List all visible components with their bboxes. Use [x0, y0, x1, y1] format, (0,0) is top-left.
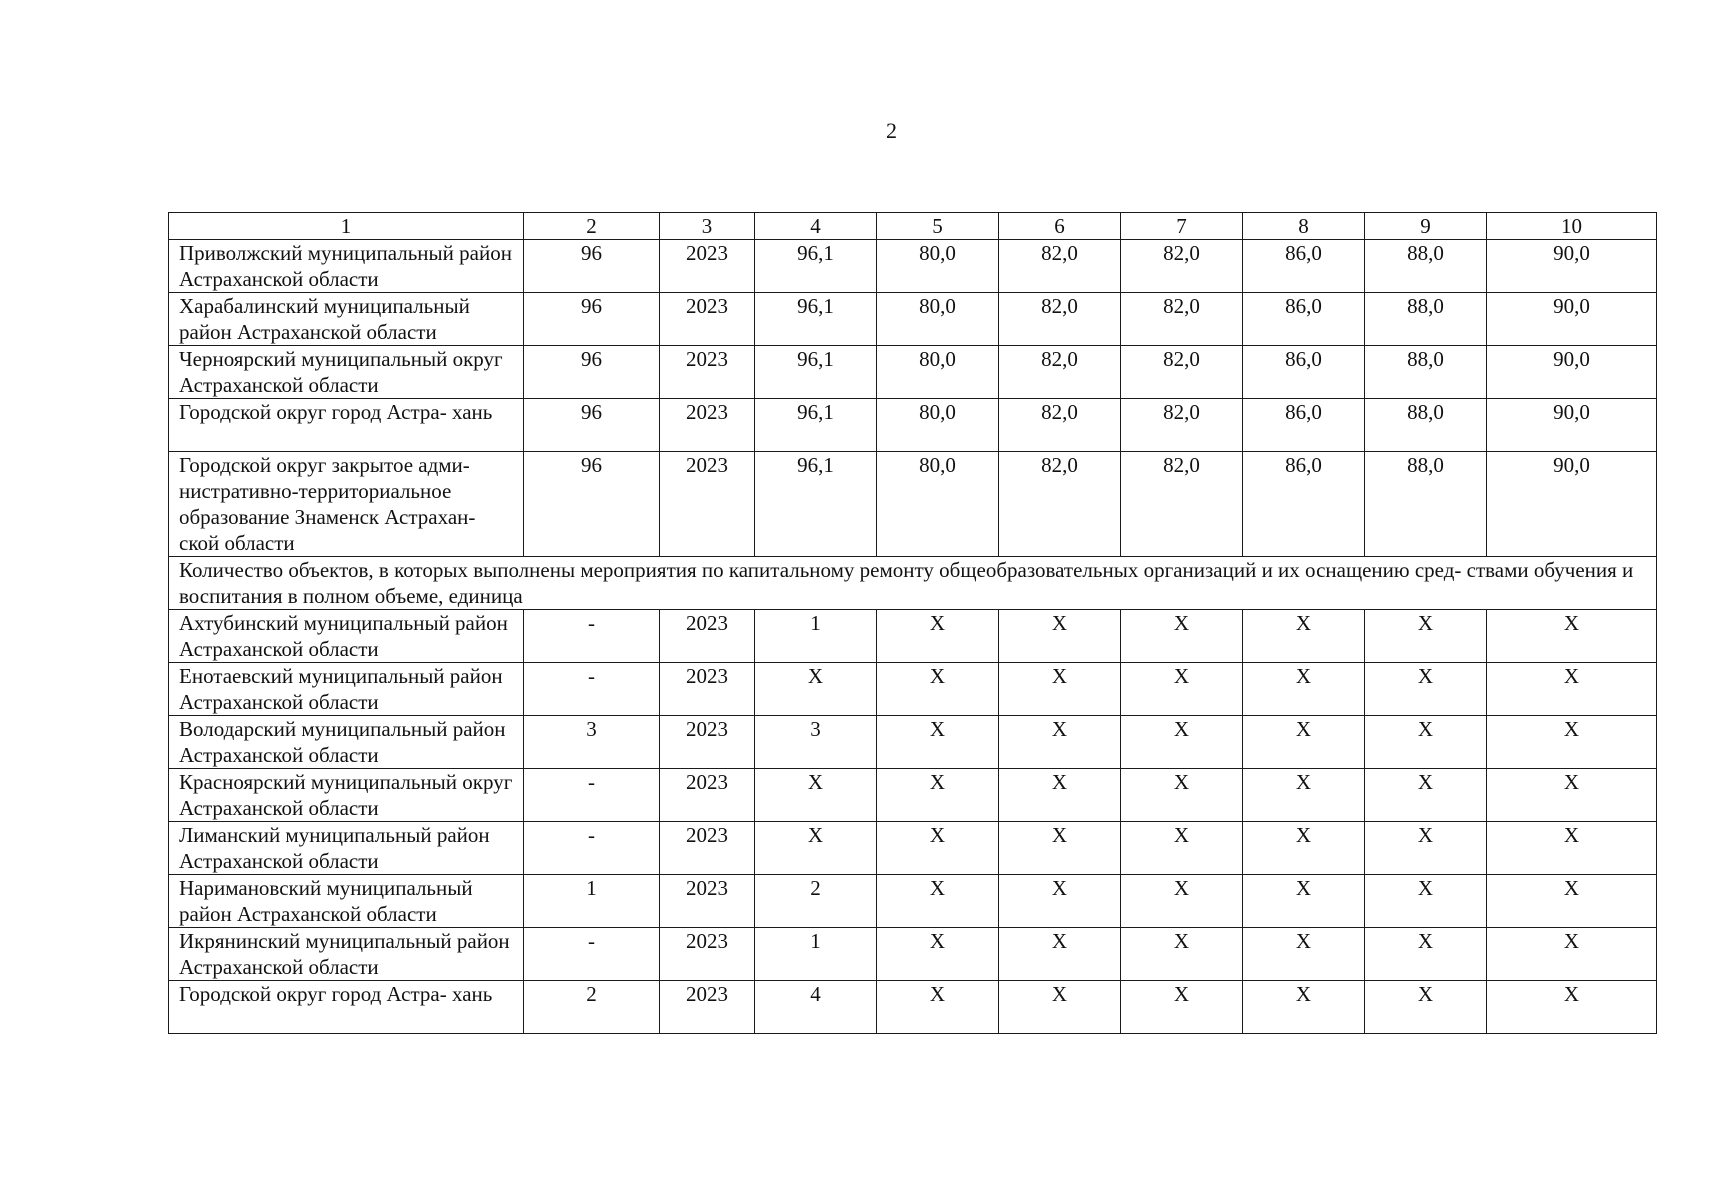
table-cell: X — [1121, 610, 1243, 663]
table-cell: X — [1243, 769, 1365, 822]
table-cell: 2023 — [660, 716, 755, 769]
table-cell: 80,0 — [877, 240, 999, 293]
table-cell: X — [1243, 610, 1365, 663]
table-cell: 96,1 — [755, 452, 877, 557]
table-cell: 2023 — [660, 822, 755, 875]
table-cell: 96,1 — [755, 346, 877, 399]
table-cell: 88,0 — [1365, 293, 1487, 346]
table-row — [169, 399, 1657, 452]
table-cell: X — [1121, 769, 1243, 822]
territory-name: Городской округ город Астра- хань — [169, 981, 524, 1034]
table-cell: X — [999, 928, 1121, 981]
table-cell: X — [1487, 610, 1657, 663]
table-cell: 2023 — [660, 769, 755, 822]
territory-name: Приволжский муниципальный район Астраханской области — [169, 240, 524, 293]
table-cell: X — [1243, 875, 1365, 928]
table-row — [169, 293, 1657, 346]
table-cell: 2023 — [660, 981, 755, 1034]
table-cell: 90,0 — [1487, 240, 1657, 293]
table-cell: X — [877, 769, 999, 822]
table-cell: 80,0 — [877, 346, 999, 399]
table-cell: 82,0 — [1121, 346, 1243, 399]
table-cell: 86,0 — [1243, 399, 1365, 452]
table-cell: X — [1487, 716, 1657, 769]
column-number: 5 — [877, 213, 999, 240]
table-cell: X — [999, 716, 1121, 769]
territory-name: Ахтубинский муниципальный район Астраханской области — [169, 610, 524, 663]
table-cell: 90,0 — [1487, 452, 1657, 557]
table-cell: - — [524, 928, 660, 981]
table-cell: 2023 — [660, 928, 755, 981]
column-number: 7 — [1121, 213, 1243, 240]
table-cell: X — [1121, 822, 1243, 875]
table-cell: X — [999, 663, 1121, 716]
table-cell: X — [877, 663, 999, 716]
column-number: 2 — [524, 213, 660, 240]
table-cell: 90,0 — [1487, 346, 1657, 399]
table-cell: 1 — [524, 875, 660, 928]
table-cell: 88,0 — [1365, 346, 1487, 399]
page-number: 2 — [886, 118, 897, 143]
section-row — [169, 557, 1657, 610]
table-cell: X — [1243, 716, 1365, 769]
table-cell: - — [524, 769, 660, 822]
table-cell: X — [1365, 610, 1487, 663]
table-cell: 82,0 — [999, 293, 1121, 346]
table-cell: 80,0 — [877, 452, 999, 557]
table-row — [169, 769, 1657, 822]
table-cell: X — [1121, 928, 1243, 981]
table-cell: X — [999, 875, 1121, 928]
table-cell: X — [1365, 769, 1487, 822]
table-cell: 3 — [755, 716, 877, 769]
table-cell: X — [1243, 822, 1365, 875]
table-cell: 88,0 — [1365, 240, 1487, 293]
table-cell: 1 — [755, 610, 877, 663]
table-cell: 86,0 — [1243, 346, 1365, 399]
column-number-row — [169, 213, 1657, 240]
table-cell: 82,0 — [999, 399, 1121, 452]
table-cell: 2023 — [660, 346, 755, 399]
table-cell: 82,0 — [999, 346, 1121, 399]
table-cell: 4 — [755, 981, 877, 1034]
table-cell: X — [1243, 928, 1365, 981]
table-cell: X — [877, 928, 999, 981]
territory-name: Городской округ город Астра- хань — [169, 399, 524, 452]
table-row — [169, 663, 1657, 716]
territory-name: Городской округ закрытое адми- нистративно-территориальное образование Знаменск Астрахан- ской области — [169, 452, 524, 557]
table-cell: - — [524, 610, 660, 663]
column-number: 3 — [660, 213, 755, 240]
table-cell: 80,0 — [877, 399, 999, 452]
table-cell: 96 — [524, 399, 660, 452]
table-cell: 2023 — [660, 663, 755, 716]
table-cell: X — [1365, 822, 1487, 875]
table-cell: 82,0 — [999, 240, 1121, 293]
table-cell: 2023 — [660, 452, 755, 557]
column-number: 4 — [755, 213, 877, 240]
territory-name: Наримановский муниципальный район Астраханской области — [169, 875, 524, 928]
table-cell: - — [524, 663, 660, 716]
table-cell: 2 — [755, 875, 877, 928]
table-cell: X — [1365, 928, 1487, 981]
column-number: 8 — [1243, 213, 1365, 240]
column-number: 9 — [1365, 213, 1487, 240]
table-cell: 96 — [524, 452, 660, 557]
table-cell: X — [877, 610, 999, 663]
table-row — [169, 452, 1657, 557]
table-cell: X — [999, 610, 1121, 663]
table-cell: X — [1487, 875, 1657, 928]
table-cell: X — [877, 875, 999, 928]
table-cell: 2023 — [660, 399, 755, 452]
territory-name: Красноярский муниципальный округ Астраханской области — [169, 769, 524, 822]
table-cell: 90,0 — [1487, 399, 1657, 452]
table-cell: X — [1121, 663, 1243, 716]
territory-name: Черноярский муниципальный округ Астраханской области — [169, 346, 524, 399]
table-row — [169, 346, 1657, 399]
table-cell: 96,1 — [755, 240, 877, 293]
table-row — [169, 928, 1657, 981]
table-row — [169, 875, 1657, 928]
table-cell: X — [1121, 875, 1243, 928]
table-cell: X — [1243, 981, 1365, 1034]
table-cell: 2023 — [660, 240, 755, 293]
table-cell: X — [1365, 716, 1487, 769]
table-cell: X — [877, 981, 999, 1034]
table-cell: 88,0 — [1365, 399, 1487, 452]
table-cell: X — [755, 769, 877, 822]
table-cell: 96,1 — [755, 399, 877, 452]
table-cell: X — [1365, 875, 1487, 928]
table-cell: X — [999, 981, 1121, 1034]
table-cell: X — [1487, 981, 1657, 1034]
table-cell: 80,0 — [877, 293, 999, 346]
table-cell: 82,0 — [1121, 293, 1243, 346]
table-cell: 1 — [755, 928, 877, 981]
territory-name: Икрянинский муниципальный район Астраханской области — [169, 928, 524, 981]
table-row — [169, 610, 1657, 663]
territory-name: Лиманский муниципальный район Астраханской области — [169, 822, 524, 875]
territory-name: Харабалинский муниципальный район Астраханской области — [169, 293, 524, 346]
table-cell: 90,0 — [1487, 293, 1657, 346]
territory-name: Енотаевский муниципальный район Астраханской области — [169, 663, 524, 716]
table-cell: 2023 — [660, 293, 755, 346]
table-cell: X — [1365, 981, 1487, 1034]
section-title: Количество объектов, в которых выполнены мероприятия по капитальному ремонту общеобразовательных организаций и их оснащению сред- ствами обучения и воспитания в полном объеме, единица — [169, 557, 1657, 610]
table-cell: X — [999, 769, 1121, 822]
table-cell: - — [524, 822, 660, 875]
table-cell: 82,0 — [999, 452, 1121, 557]
table-cell: 96 — [524, 240, 660, 293]
table-cell: X — [1243, 663, 1365, 716]
table-cell: 96,1 — [755, 293, 877, 346]
table-cell: X — [755, 663, 877, 716]
table-row — [169, 981, 1657, 1034]
table-cell: X — [1121, 981, 1243, 1034]
data-table — [168, 212, 1657, 1034]
column-number: 10 — [1487, 213, 1657, 240]
table-cell: 82,0 — [1121, 452, 1243, 557]
territory-name: Володарский муниципальный район Астраханской области — [169, 716, 524, 769]
column-number: 1 — [169, 213, 524, 240]
table-cell: X — [1121, 716, 1243, 769]
table-cell: 88,0 — [1365, 452, 1487, 557]
table-cell: 86,0 — [1243, 293, 1365, 346]
table-cell: X — [877, 716, 999, 769]
table-cell: 2023 — [660, 610, 755, 663]
table-cell: X — [999, 822, 1121, 875]
table-cell: X — [1487, 928, 1657, 981]
table-cell: 82,0 — [1121, 399, 1243, 452]
table-cell: 96 — [524, 293, 660, 346]
table-cell: 96 — [524, 346, 660, 399]
table-cell: 2 — [524, 981, 660, 1034]
table-cell: X — [1487, 822, 1657, 875]
table-cell: 3 — [524, 716, 660, 769]
table-cell: X — [877, 822, 999, 875]
table-cell: X — [1487, 769, 1657, 822]
table-cell: X — [1365, 663, 1487, 716]
table-cell: 2023 — [660, 875, 755, 928]
table-row — [169, 716, 1657, 769]
table-cell: X — [1487, 663, 1657, 716]
column-number: 6 — [999, 213, 1121, 240]
table-row — [169, 240, 1657, 293]
table-cell: 86,0 — [1243, 240, 1365, 293]
table-cell: 86,0 — [1243, 452, 1365, 557]
table-cell: X — [755, 822, 877, 875]
table-cell: 82,0 — [1121, 240, 1243, 293]
table-row — [169, 822, 1657, 875]
